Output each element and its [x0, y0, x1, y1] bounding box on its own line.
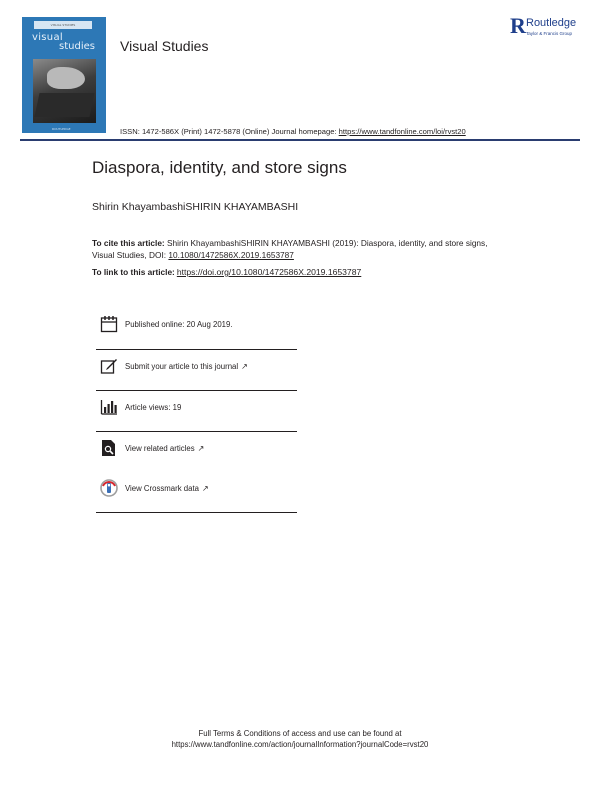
submit-article-item[interactable]: [96, 351, 297, 391]
crossmark-icon: [100, 479, 118, 497]
article-views-label: Article views: 19: [125, 403, 182, 412]
cover-top-text: VISUAL STUDIES: [50, 23, 76, 27]
action-separator: [96, 431, 297, 432]
bar-chart-icon: [100, 398, 118, 416]
related-articles-item[interactable]: [96, 433, 297, 473]
submit-article-text[interactable]: Submit your article to this journal: [125, 362, 239, 371]
related-articles-label[interactable]: [125, 444, 204, 453]
related-articles-text[interactable]: View related articles: [125, 444, 195, 453]
header-divider: [20, 139, 580, 141]
external-link-icon: ↗: [241, 362, 248, 371]
issn-line: [120, 127, 466, 136]
cite-text: Shirin KhayambashiSHIRIN KHAYAMBASHI (2019): Diaspora, identity, and store signs, Visual Studies, DOI:: [92, 238, 488, 260]
publisher-tagline: Taylor & Francis Group: [526, 31, 573, 36]
publisher-logo-text: Routledge: [526, 17, 577, 29]
routledge-r-icon: R: [510, 13, 526, 38]
terms-url[interactable]: https://www.tandfonline.com/action/journalInformation?journalCode=rvst20: [171, 740, 429, 749]
link-label: To link to this article:: [92, 267, 175, 277]
journal-name: Visual Studies: [120, 38, 209, 54]
cite-doi-link[interactable]: 10.1080/1472586X.2019.1653787: [168, 250, 294, 260]
published-online-label: Published online: 20 Aug 2019.: [125, 320, 233, 329]
external-link-icon: ↗: [201, 484, 209, 493]
action-separator: [96, 349, 297, 350]
article-doi-link[interactable]: https://doi.org/10.1080/1472586X.2019.1653787: [176, 267, 362, 277]
crossmark-item[interactable]: [96, 473, 297, 513]
terms-line: Full Terms & Conditions of access and use can be found at: [198, 729, 402, 738]
published-online-item: [96, 309, 297, 349]
crossmark-text[interactable]: View Crossmark data: [125, 484, 199, 493]
action-separator: [96, 512, 297, 513]
journal-homepage-link[interactable]: https://www.tandfonline.com/loi/rvst20: [338, 127, 466, 136]
routledge-logo: [510, 15, 590, 45]
cite-label: To cite this article:: [92, 238, 165, 248]
action-separator: [96, 390, 297, 391]
calendar-icon: [100, 315, 118, 333]
link-block: [92, 267, 361, 277]
cover-title-line2: studies: [59, 41, 95, 52]
cover-photo: [33, 59, 96, 123]
issn-text: ISSN: 1472-586X (Print) 1472-5878 (Online) Journal homepage:: [120, 127, 339, 136]
edit-icon: [100, 357, 118, 375]
citation-block: [92, 237, 502, 261]
terms-footer: [0, 728, 600, 750]
submit-article-label[interactable]: [125, 362, 248, 371]
cover-photo-hand: [47, 67, 85, 89]
cover-photo-book: [34, 93, 94, 117]
external-link-icon: ↗: [197, 444, 205, 453]
related-articles-icon: [100, 439, 118, 457]
article-views-item: [96, 392, 297, 432]
crossmark-label[interactable]: [125, 484, 209, 493]
article-title: Diaspora, identity, and store signs: [92, 158, 347, 177]
article-author: Shirin KhayambashiSHIRIN KHAYAMBASHI: [92, 201, 299, 213]
cover-footer-text: ROUTLEDGE: [52, 127, 71, 131]
cover-title-line1: visual: [32, 32, 63, 43]
cover-top-bar: [34, 21, 92, 29]
journal-cover-image: [22, 17, 106, 133]
